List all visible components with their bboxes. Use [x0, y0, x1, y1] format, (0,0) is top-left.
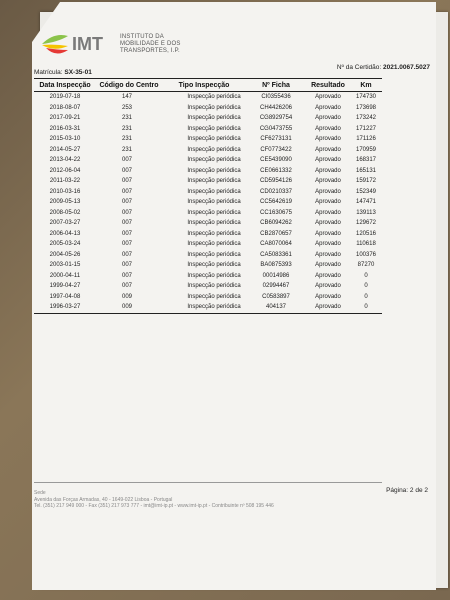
cell-km: 152349	[355, 188, 377, 195]
cell-type: Inspecção periódica	[187, 178, 241, 185]
institute-name	[120, 34, 181, 55]
cell-result: Aprovado	[315, 251, 341, 258]
cell-date: 2006-04-13	[49, 230, 81, 237]
table-row	[34, 124, 382, 135]
table-row	[34, 239, 382, 250]
table-row	[34, 208, 382, 219]
cell-result: Aprovado	[315, 188, 341, 195]
cell-km: 159172	[355, 178, 377, 185]
imt-logo	[40, 30, 120, 58]
cell-center: 007	[122, 251, 133, 258]
footer-divider	[34, 482, 382, 483]
cell-type: Inspecção periódica	[187, 230, 241, 237]
cell-ficha: 02994467	[262, 283, 290, 290]
cell-ficha: CG0473755	[259, 125, 293, 132]
logo-green-leaf-icon	[42, 35, 68, 44]
cell-km: 0	[364, 272, 368, 279]
cell-km: 174730	[355, 94, 377, 101]
institute-line-1: INSTITUTO DA	[120, 34, 164, 40]
cell-ficha: CE0661332	[260, 167, 292, 174]
cell-date: 1999-04-27	[49, 283, 81, 290]
cell-type: Inspecção periódica	[187, 262, 241, 269]
cell-type: Inspecção periódica	[187, 136, 241, 143]
cell-km: 170959	[355, 146, 377, 153]
cell-type: Inspecção periódica	[187, 94, 241, 101]
cell-date: 2009-05-13	[49, 199, 81, 206]
col-header-type: Tipo Inspecção	[178, 82, 230, 89]
table-row	[34, 145, 382, 156]
cell-type: Inspecção periódica	[187, 251, 241, 258]
cell-center: 253	[122, 104, 133, 111]
cell-type: Inspecção periódica	[187, 283, 241, 290]
cell-ficha: CI0355436	[261, 94, 291, 101]
matricula-label: Matrícula:	[34, 69, 63, 76]
cell-center: 007	[122, 262, 133, 269]
cell-type: Inspecção periódica	[187, 293, 241, 300]
cell-type: Inspecção periódica	[187, 188, 241, 195]
table-row	[34, 166, 382, 177]
cell-ficha: CA8070064	[260, 241, 292, 248]
cell-result: Aprovado	[315, 94, 341, 101]
cell-result: Aprovado	[315, 293, 341, 300]
cell-center: 007	[122, 272, 133, 279]
col-header-km: Km	[360, 82, 372, 89]
cell-date: 2007-03-27	[49, 220, 81, 227]
cell-date: 1996-03-27	[49, 304, 81, 311]
cell-center: 231	[122, 115, 133, 122]
cell-result: Aprovado	[315, 125, 341, 132]
address-line: Avenida das Forças Armadas, 40 - 1649-022 Lisboa - Portugal	[34, 496, 173, 503]
cell-result: Aprovado	[315, 262, 341, 269]
cell-center: 007	[122, 188, 133, 195]
cell-ficha: 00014986	[262, 272, 290, 279]
cell-center: 007	[122, 178, 133, 185]
cell-type: Inspecção periódica	[187, 115, 241, 122]
cell-center: 009	[122, 293, 133, 300]
cell-date: 1997-04-08	[49, 293, 81, 300]
cell-ficha: CD0210337	[259, 188, 293, 195]
cell-result: Aprovado	[315, 199, 341, 206]
cell-km: 129672	[355, 220, 377, 227]
cell-type: Inspecção periódica	[187, 167, 241, 174]
cell-km: 171227	[355, 125, 377, 132]
cell-km: 139113	[356, 209, 376, 216]
cell-result: Aprovado	[315, 104, 341, 111]
cell-type: Inspecção periódica	[187, 304, 241, 311]
cell-date: 2010-03-16	[49, 188, 81, 195]
footer-address	[34, 490, 274, 510]
cell-km: 173698	[355, 104, 377, 111]
cell-ficha: C0583897	[262, 293, 290, 300]
cell-type: Inspecção periódica	[187, 220, 241, 227]
table-row	[34, 271, 382, 282]
cell-result: Aprovado	[315, 178, 341, 185]
matricula	[34, 69, 92, 76]
cell-ficha: CB6094262	[260, 220, 292, 227]
cell-result: Aprovado	[315, 115, 341, 122]
cell-type: Inspecção periódica	[187, 199, 241, 206]
cell-km: 100376	[355, 251, 377, 258]
cell-km: 147471	[355, 199, 377, 206]
cell-ficha: CA5083361	[260, 251, 292, 258]
table-row	[34, 292, 382, 303]
cell-date: 2019-07-18	[49, 94, 81, 101]
cell-date: 2014-05-27	[49, 146, 81, 153]
cell-result: Aprovado	[315, 304, 341, 311]
table-row	[34, 218, 382, 229]
cell-date: 2000-04-11	[49, 272, 81, 279]
contacts-line: Tel. (351) 217 949 000 - Fax (351) 217 973 777 - imt@imt-ip.pt - www.imt-ip.pt - Contribuinte nº 508 195 446	[34, 503, 274, 509]
cell-ficha: CC1630675	[259, 209, 293, 216]
cell-km: 110618	[356, 241, 376, 248]
cell-center: 147	[122, 94, 133, 101]
cell-km: 168317	[355, 157, 377, 164]
cell-date: 2004-05-26	[49, 251, 81, 258]
certificate-value: 2021.0067.5027	[383, 64, 430, 71]
table-row	[34, 134, 382, 145]
cell-center: 007	[122, 283, 133, 290]
cell-center: 007	[122, 241, 133, 248]
cell-type: Inspecção periódica	[187, 209, 241, 216]
cell-center: 231	[122, 136, 133, 143]
matricula-value: SX-35-01	[64, 69, 92, 76]
certificate-number	[337, 64, 430, 71]
cell-km: 165131	[355, 167, 377, 174]
cell-ficha: CF0773422	[260, 146, 292, 153]
cell-ficha: CF6273131	[260, 136, 292, 143]
cell-date: 2017-09-21	[49, 115, 81, 122]
table-row	[34, 155, 382, 166]
cell-ficha: CC5642619	[259, 199, 293, 206]
cell-center: 007	[122, 167, 133, 174]
cell-date: 2003-01-15	[49, 262, 81, 269]
table-row	[34, 281, 382, 292]
cell-result: Aprovado	[315, 136, 341, 143]
cell-type: Inspecção periódica	[187, 157, 241, 164]
cell-type: Inspecção periódica	[187, 146, 241, 153]
cell-ficha: CE5439090	[260, 157, 292, 164]
cell-result: Aprovado	[315, 230, 341, 237]
cell-date: 2011-03-22	[49, 178, 81, 185]
header-divider	[34, 78, 382, 79]
cell-result: Aprovado	[315, 241, 341, 248]
cell-center: 231	[122, 146, 133, 153]
table-row	[34, 250, 382, 261]
table-row	[34, 302, 382, 313]
table-row	[34, 92, 382, 103]
table-row	[34, 103, 382, 114]
cell-date: 2013-04-22	[49, 157, 81, 164]
institute-line-3: TRANSPORTES, I.P.	[120, 48, 180, 54]
cell-ficha: CD5954126	[259, 178, 293, 185]
cell-ficha: CB2870657	[260, 230, 292, 237]
sede-label: Sede	[34, 490, 46, 496]
cell-result: Aprovado	[315, 220, 341, 227]
cell-ficha: 404137	[265, 304, 287, 311]
cell-center: 009	[122, 304, 133, 311]
cell-ficha: CG8929754	[259, 115, 293, 122]
table-row	[34, 176, 382, 187]
cell-km: 0	[364, 293, 368, 300]
cell-type: Inspecção periódica	[187, 104, 241, 111]
cell-result: Aprovado	[315, 209, 341, 216]
cell-km: 87270	[357, 262, 375, 269]
cell-center: 231	[122, 125, 133, 132]
table-row	[34, 197, 382, 208]
cell-center: 007	[122, 209, 133, 216]
cell-date: 2005-03-24	[49, 241, 81, 248]
col-header-ficha: Nº Ficha	[262, 82, 290, 89]
cell-center: 007	[122, 199, 133, 206]
cell-result: Aprovado	[315, 157, 341, 164]
cell-km: 0	[364, 283, 368, 290]
cell-result: Aprovado	[315, 146, 341, 153]
cell-result: Aprovado	[315, 272, 341, 279]
table-row	[34, 260, 382, 271]
cell-km: 173242	[355, 115, 377, 122]
cell-date: 2018-08-07	[49, 104, 81, 111]
table-header	[34, 80, 382, 92]
cell-center: 007	[122, 157, 133, 164]
cell-center: 007	[122, 220, 133, 227]
cell-date: 2016-03-31	[49, 125, 81, 132]
cell-km: 120516	[355, 230, 377, 237]
col-header-center: Código do Centro	[99, 82, 159, 89]
logo-red-leaf-icon	[46, 48, 68, 54]
table-row	[34, 187, 382, 198]
inspection-table	[34, 80, 382, 314]
cell-type: Inspecção periódica	[187, 125, 241, 132]
table-body	[34, 92, 382, 314]
col-header-result: Resultado	[311, 82, 345, 89]
cell-center: 007	[122, 230, 133, 237]
institute-line-2: MOBILIDADE E DOS	[120, 41, 181, 47]
cell-date: 2008-05-02	[49, 209, 81, 216]
cell-ficha: CH4426206	[259, 104, 293, 111]
table-row	[34, 229, 382, 240]
logo-yellow-leaf-icon	[42, 45, 68, 49]
certificate-label: Nº da Certidão:	[336, 64, 382, 71]
cell-type: Inspecção periódica	[187, 241, 241, 248]
cell-km: 0	[364, 304, 368, 311]
page-number: Página: 2 de 2	[386, 487, 428, 494]
table-row	[34, 113, 382, 124]
col-header-date: Data Inspecção	[39, 82, 91, 89]
cell-result: Aprovado	[315, 167, 341, 174]
cell-ficha: BA0875393	[260, 262, 292, 269]
logo-text: IMT	[72, 34, 103, 54]
cell-date: 2015-03-10	[49, 136, 81, 143]
cell-date: 2012-06-04	[49, 167, 81, 174]
cell-type: Inspecção periódica	[187, 272, 241, 279]
cell-result: Aprovado	[315, 283, 341, 290]
cell-km: 171126	[356, 136, 376, 143]
